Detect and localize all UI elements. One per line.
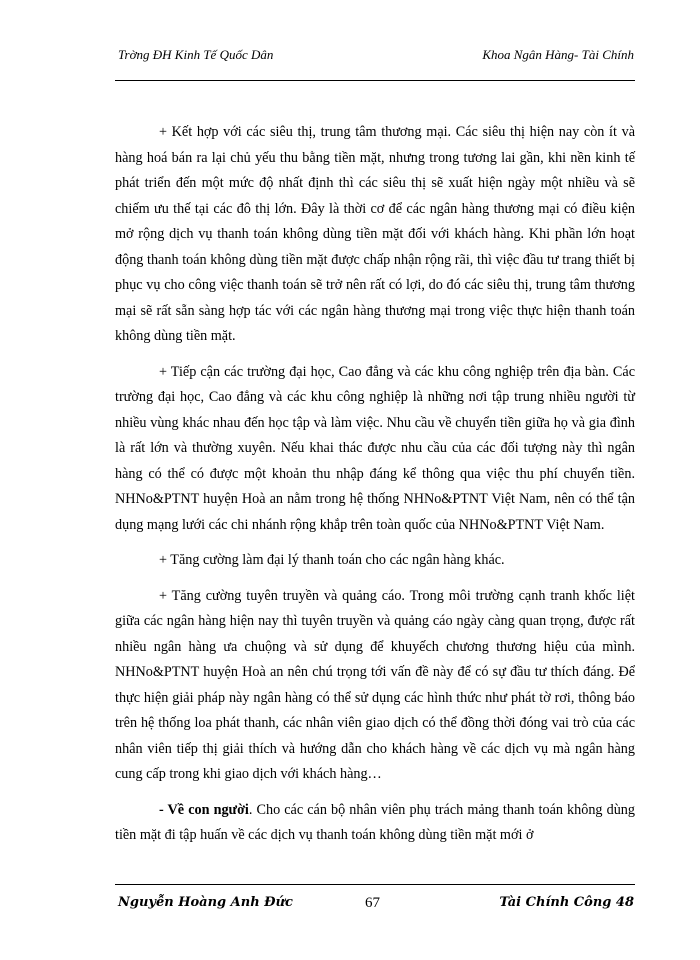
header-faculty: Khoa Ngân Hàng- Tài Chính — [482, 47, 634, 62]
header-rule — [115, 80, 635, 81]
people-heading: - Về con người — [159, 801, 249, 818]
document-body — [115, 120, 635, 859]
footer-rule — [115, 884, 635, 885]
paragraph-universities: + Tiếp cận các trường đại học, Cao đẳng và các khu công nghiệp trên địa bàn. Các trường đại học, Cao đẳng và các khu công nghiệp là những nơi tập trung nhiều người từ nhiều vùng khác nhau đến học tập và làm việc. Nhu cầu về chuyển tiền giữa họ và gia đình là rất lớn và thường xuyên. Nếu khai thác được nhu cầu của các đối tượng này thì ngân hàng có thể có được một khoản thu nhập đáng kể thông qua việc thu phí chuyển tiền. NHNo&PTNT huyện Hoà an nằm trong hệ thống NHNo&PTNT Việt Nam, nên có thể tận dụng mạng lưới các chi nhánh rộng khắp trên toàn quốc của NHNo&PTNT Việt Nam. — [115, 363, 635, 533]
page-number: 67 — [365, 895, 380, 911]
paragraph-supermarkets: + Kết hợp với các siêu thị, trung tâm thương mại. Các siêu thị hiện nay còn ít và hàng hoá bán ra lại chủ yếu thu bằng tiền mặt, nhưng trong tương lai gần, khi nền kinh tế phát triển đến một mức độ nhất định thì các siêu thị sẽ xuất hiện ngày một nhiều và sẽ chiếm ưu thế tại các đô thị lớn. Đây là thời cơ để các ngân hàng thương mại có điều kiện mở rộng dịch vụ thanh toán không dùng tiền mặt đối với khách hàng. Khi phần lớn hoạt động thanh toán không dùng tiền mặt được chấp nhận rộng rãi, thì việc đầu tư trang thiết bị phục vụ cho công việc thanh toán sẽ trở nên rất có lợi, do đó các siêu thị, trung tâm thương mại sẽ rất sẵn sàng hợp tác với các ngân hàng thương mại trong việc thực hiện thanh toán không dùng tiền mặt. — [115, 124, 635, 344]
footer-class: Tài Chính Công 48 — [499, 895, 634, 910]
paragraph-people — [115, 798, 635, 849]
footer-author: Nguyễn Hoàng Anh Đức — [118, 895, 293, 910]
paragraph-advertising: + Tăng cường tuyên truyền và quảng cáo. Trong môi trường cạnh tranh khốc liệt giữa các ngân hàng hiện nay thì tuyên truyền và quảng cáo ngày càng quan trọng, được rất nhiều ngân hàng ưa chuộng và sử dụng để khuyếch chương thương hiệu của mình. NHNo&PTNT huyện Hoà an nên chú trọng tới vấn đề này để có sự đầu tư thích đáng. Để thực hiện giải pháp này ngân hàng có thể sử dụng các hình thức như phát tờ rơi, thông báo trên hệ thống loa phát thanh, các nhân viên giao dịch có thể đồng thời đóng vai trò của các nhân viên tiếp thị giải thích và hướng dẫn cho khách hàng về các dịch vụ mà ngân hàng cung cấp trong khi giao dịch với khách hàng… — [115, 587, 635, 782]
people-text: . Cho các cán bộ nhân viên phụ trách mảng thanh toán không dùng tiền mặt đi tập huấn về các dịch vụ thanh toán không dùng tiền mặt mới ở — [115, 801, 635, 843]
header-school: Trờng ĐH Kinh Tế Quốc Dân — [118, 47, 274, 62]
paragraph-agency: + Tăng cường làm đại lý thanh toán cho các ngân hàng khác. — [159, 552, 505, 568]
